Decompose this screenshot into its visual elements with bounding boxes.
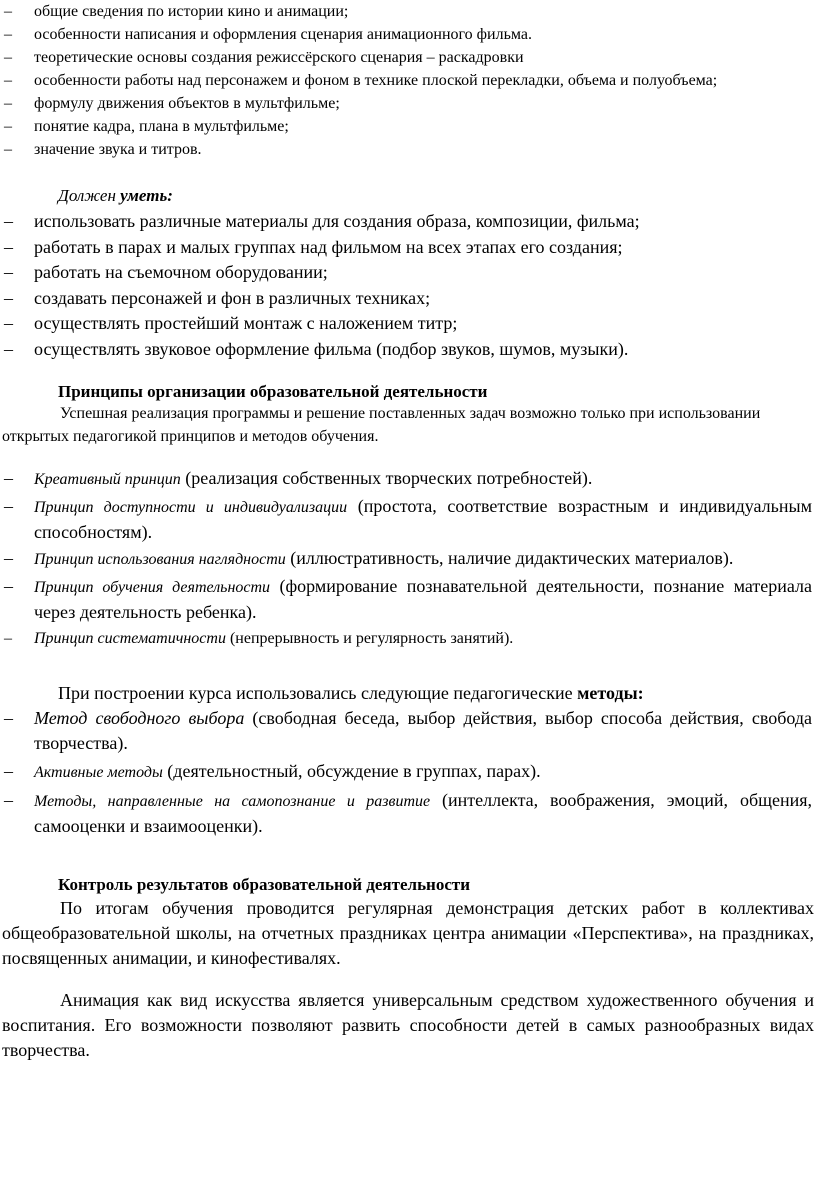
principles-list xyxy=(0,466,816,651)
list-item: – Принцип использования наглядности (иллюстративность, наличие дидактических материалов). xyxy=(4,548,734,568)
list-item: – Принцип обучения деятельности (формирование познавательной деятельности, познание материала через деятельность ребенка). xyxy=(4,576,812,622)
list-item: – теоретические основы создания режиссёрского сценария – раскадровки xyxy=(4,49,524,66)
knows-list xyxy=(0,0,816,161)
list-item: – создавать персонажей и фон в различных техниках; xyxy=(4,287,431,308)
must-heading: Должен уметь: xyxy=(58,186,173,205)
methods-list xyxy=(0,706,816,839)
list-item: – Методы, направленные на самопознание и развитие (интеллекта, воображения, эмоций, общения, самооценки и взаимооценки). xyxy=(4,790,813,836)
list-item: – Креативный принцип (реализация собственных творческих потребностей). xyxy=(4,468,593,488)
list-item: – понятие кадра, плана в мультфильме; xyxy=(4,118,289,135)
list-item: – формулу движения объектов в мультфильме; xyxy=(4,95,340,112)
list-item: – Активные методы (деятельностный, обсуждение в группах, парах). xyxy=(4,761,541,781)
list-item: – Принцип систематичности (непрерывность и регулярность занятий). xyxy=(4,630,514,647)
principles-intro: Успешная реализация программы и решение поставленных задач возможно только при использовании открытых педагогикой принципов и методов обучения. xyxy=(2,405,761,445)
list-item: – общие сведения по истории кино и анимации; xyxy=(4,3,349,20)
principles-heading: Принципы организации образовательной деятельности xyxy=(58,382,488,401)
list-item: – работать на съемочном оборудовании; xyxy=(4,262,328,282)
control-paragraph-1: По итогам обучения проводится регулярная демонстрация детских работ в коллективах общеобразовательной школы, на отчетных праздниках центра анимации «Перспектива», на праздниках, посвященных анимации, и кинофестивалях. xyxy=(2,898,814,968)
list-item: – Метод свободного выбора (свободная беседа, выбор действия, выбор способа действия, свобода творчества). xyxy=(4,708,812,753)
list-item: – Принцип доступности и индивидуализации (простота, соответствие возрастным и индивидуальным способностям). xyxy=(4,496,812,542)
list-item: – использовать различные материалы для создания образа, композиции, фильма; xyxy=(4,211,640,231)
list-item: – осуществлять простейший монтаж с наложением титр; xyxy=(4,313,458,333)
control-heading: Контроль результатов образовательной деятельности xyxy=(58,875,471,894)
list-item: – осуществлять звуковое оформление фильма (подбор звуков, шумов, музыки). xyxy=(4,338,629,359)
list-item: – значение звука и титров. xyxy=(4,141,202,158)
control-paragraph-2: Анимация как вид искусства является универсальным средством художественного обучения и воспитания. Его возможности позволяют развить способности детей в самых разнообразных видах творчества. xyxy=(2,990,814,1060)
skills-list xyxy=(0,209,816,362)
list-item: – особенности написания и оформления сценария анимационного фильма. xyxy=(4,26,532,43)
list-item: – работать в парах и малых группах над фильмом на всех этапах его создания; xyxy=(4,236,623,257)
methods-intro: При построении курса использовались следующие педагогические методы: xyxy=(58,683,644,703)
list-item: – особенности работы над персонажем и фоном в технике плоской перекладки, объема и полуобъема; xyxy=(4,72,718,89)
